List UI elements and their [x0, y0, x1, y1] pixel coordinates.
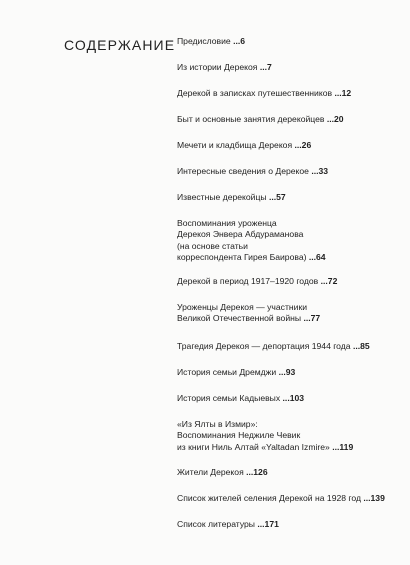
toc-entry — [177, 341, 402, 352]
toc-entry — [177, 114, 402, 125]
toc-entry-title: из книги Ниль Алтай «Yaltadan Izmire» — [177, 441, 333, 452]
toc-entry — [177, 166, 402, 177]
toc-entry — [177, 302, 402, 325]
toc-entry-title: Жители Дерекоя — [177, 467, 247, 477]
toc-entry — [177, 393, 402, 404]
toc-entry-title: Из истории Дерекоя — [177, 62, 260, 72]
toc-entry-title: Великой Отечественной войны — [177, 313, 304, 324]
toc-page-number: ...6 — [233, 36, 246, 46]
toc-entry-line — [177, 467, 402, 478]
toc-entry-title: корреспондента Гирея Баирова) — [177, 252, 309, 263]
toc-entry-title: (на основе статьи — [177, 240, 248, 251]
toc-entry-title: Быт и основные занятия дерекойцев — [177, 114, 327, 124]
toc-page-number: ...103 — [282, 393, 305, 403]
toc-entry — [177, 519, 402, 530]
toc-entry-line — [177, 62, 402, 73]
toc-entry-title: «Из Ялты в Измир»: — [177, 419, 258, 429]
toc-entry-title: Интересные сведения о Дерекое — [177, 166, 312, 176]
toc-entry — [177, 367, 402, 378]
toc-entry-line — [177, 313, 402, 324]
toc-entry-line — [177, 493, 402, 504]
toc-entry-line — [177, 166, 402, 177]
toc-entry-line — [177, 140, 402, 151]
toc-page-number: ...12 — [334, 88, 352, 98]
toc-entry-line — [177, 442, 402, 453]
toc-entry-line — [177, 276, 402, 287]
toc-entry — [177, 36, 402, 47]
toc-entry — [177, 419, 402, 453]
toc-entry-title: Трагедия Дерекоя — депортация 1944 года — [177, 341, 353, 351]
toc-page-number: ...93 — [278, 367, 296, 377]
toc-page-number: ...119 — [332, 441, 354, 452]
toc-entry-title: Уроженцы Дерекоя — участники — [177, 302, 308, 312]
toc-entry — [177, 140, 402, 151]
toc-page-number: ...77 — [303, 313, 321, 324]
toc-entry-title: Список литературы — [177, 519, 258, 529]
toc-entry-title: Дерекой в записках путешественников — [177, 88, 335, 98]
toc-entry-line — [177, 302, 402, 313]
toc-entry — [177, 192, 402, 203]
toc-entry-line — [177, 430, 402, 441]
toc-entry-title: Воспоминания Неджиле Чевик — [177, 430, 301, 441]
toc-page-number: ...126 — [246, 467, 268, 477]
toc-entry-line — [177, 393, 402, 404]
contents-heading: СОДЕРЖАНИЕ — [64, 37, 176, 53]
toc-page-number: ...139 — [363, 493, 385, 503]
toc-entry-title: Мечети и кладбища Дерекоя — [177, 140, 295, 150]
toc-entry-line — [177, 367, 402, 378]
toc-entry — [177, 62, 402, 73]
toc-page-number: ...20 — [326, 114, 344, 124]
toc-entry-line — [177, 36, 402, 47]
toc-entry-title: Список жителей селения Дерекой на 1928 год — [177, 493, 364, 503]
toc-entry-line — [177, 241, 402, 252]
toc-entry — [177, 88, 402, 99]
toc-entry-title: История семьи Кадыевых — [177, 393, 283, 403]
toc-page-number: ...171 — [257, 519, 279, 529]
toc-page-number: ...64 — [308, 252, 326, 263]
toc-entry-line — [177, 519, 402, 530]
toc-page-number: ...7 — [259, 62, 272, 72]
toc-page-number: ...57 — [268, 192, 286, 202]
toc-entry — [177, 467, 402, 478]
toc-entry-line — [177, 419, 402, 430]
toc-entry-line — [177, 218, 402, 229]
toc-entry-line — [177, 114, 402, 125]
toc-entry-line — [177, 341, 402, 352]
toc-entry-title: История семьи Дремджи — [177, 367, 279, 377]
toc-entry — [177, 218, 402, 264]
toc-entry-title: Известные дерекойцы — [177, 192, 269, 202]
toc-entry — [177, 276, 402, 287]
toc-page-number: ...33 — [311, 166, 329, 176]
toc-entry-title: Воспоминания уроженца — [177, 218, 277, 228]
toc-entry-line — [177, 252, 402, 263]
toc-entry-line — [177, 229, 402, 240]
toc-entry-line — [177, 192, 402, 203]
toc-entry-line — [177, 88, 402, 99]
toc-entry-title: Дерекоя Энвера Абдураманова — [177, 229, 304, 240]
toc-entry-title: Дерекой в период 1917–1920 годов — [177, 276, 321, 286]
toc-page-number: ...72 — [320, 276, 338, 286]
toc-entry — [177, 493, 402, 504]
toc-page-number: ...26 — [294, 140, 312, 150]
toc-page-number: ...85 — [352, 341, 370, 351]
toc-entry-title: Предисловие — [177, 36, 234, 46]
